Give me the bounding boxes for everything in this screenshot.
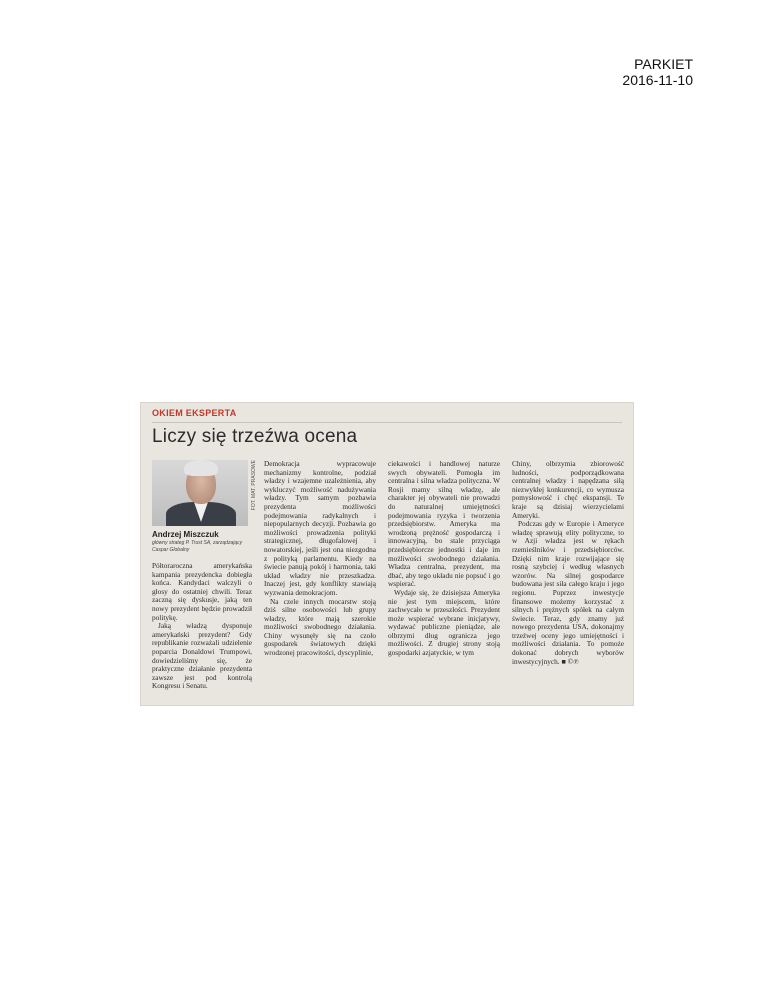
author-photo <box>152 460 248 526</box>
paragraph: Podczas gdy w Europie i Ameryce władzę sprawują elity polityczne, to w Azji władza jest w rękach rzemieślników i przedsiębiorców. Dzięki nim kraje rozwijające się rosną szybciej i według własnych wzorów. Na silnej gospodarce budowana jest siła całego kraju i jego regionu. Poprzez inwestycje finansowe możemy korzystać z silnych i prężnych spółek na całym świecie. Teraz, gdy znamy już nowego prezydenta USA, dokonajmy trzeźwej oceny jego umiejętności i możliwości działania. To pomoże dokonać dobrych wyborów inwestycyjnych. ■ ©℗ <box>512 519 624 666</box>
article-column-2 <box>264 460 376 658</box>
section-divider <box>152 422 622 423</box>
paragraph: ciekawości i handlowej naturze swych obywateli. Pomogła im centralna i silna władza polityczna. W Rosji mamy silną władzę, ale charakter jej obywateli nie prowadzi do naturalnej umiejętności podejmowania ryzyka i tworzenia przedsiębiorstw. Ameryka ma wrodzoną prężność gospodarczą i innowacyjną, bo stale przyciąga przedsiębiorcze jednostki i daje im możliwości swobodnego działania. Władza centralna, prezydent, ma dbać, aby tego układu nie popsuć i go wspierać. <box>388 459 500 589</box>
author-role: główny strateg P. Trust SA, zarządzający Caspar Globalny <box>152 540 243 553</box>
paragraph: Półtoraroczna amerykańska kampania prezydencka dobiegła końca. Kandydaci walczyli o głosy do ostatniej chwili. Teraz zaczną się dyskusje, jaką ten nowy prezydent będzie prowadził politykę. <box>152 561 252 622</box>
paragraph: Wydaje się, że dzisiejsza Ameryka nie jest tym miejscem, które zachwycało w przeszłości. Prezydent może wspierać wybrane inicjatywy, wydawać publiczne pieniądze, ale olbrzymi dług ogranicza jego możliwości. Z drugiej strony stoją gospodarki azjatyckie, w tym <box>388 587 500 658</box>
paragraph: Na czele innych mocarstw stoją dziś silne osobowości lub grupy władzy, które mają szerokie możliwości swobodnego działania. Chiny wysunęły się na czoło gospodarek światowych dzięki wrodzonej pracowitości, dyscyplinie, <box>264 596 376 658</box>
paragraph: Chiny, olbrzymia zbiorowość ludności, podporządkowana centralnej władzy i napędzana siłą niezwykłej konkurencji, co wymusza pomysłowość i chęć ekspansji. Te kraje są dzisiaj wierzycielami Ameryki. <box>512 459 624 520</box>
paragraph: Jaką władzą dysponuje amerykański prezydent? Gdy republikanie rozważali udzielenie poparcia Donaldowi Trumpowi, dowiedzieliśmy się, że praktyczne działanie prezydenta zawsze jest pod kontrolą Kongresu i Senatu. <box>152 621 252 691</box>
author-name: Andrzej Miszczuk <box>152 530 219 539</box>
article-column-3 <box>388 460 500 658</box>
newspaper-clipping <box>140 402 634 706</box>
paragraph: Demokracja wypracowuje mechanizmy kontrolne, podział władzy i wzajemne uzależnienia, aby wykluczyć możliwość nadużywania władzy. Tym samym pozbawia prezydenta możliwości podejmowania radykalnych i niepopularnych decyzji. Pozbawia go możliwości prowadzenia polityki strategicznej, długofalowej i nowatorskiej, jeśli jest ona niezgodna z polityką parlamentu. Kiedy na świecie panują pokój i harmonia, taki układ władzy nie przeszkadza. Inaczej jest, gdy konflikty stawiają wyzwania demokracjom. <box>264 459 376 597</box>
source-name: PARKIET <box>634 56 693 72</box>
article-column-1 <box>152 562 252 691</box>
clipping-header <box>622 56 693 88</box>
section-label: OKIEM EKSPERTA <box>152 408 237 418</box>
photo-credit: FOT. MAT. PRASOWE <box>251 460 257 511</box>
article-headline: Liczy się trzeźwa ocena <box>152 426 358 447</box>
publication-date: 2016-11-10 <box>622 72 693 88</box>
article-column-4 <box>512 460 624 666</box>
